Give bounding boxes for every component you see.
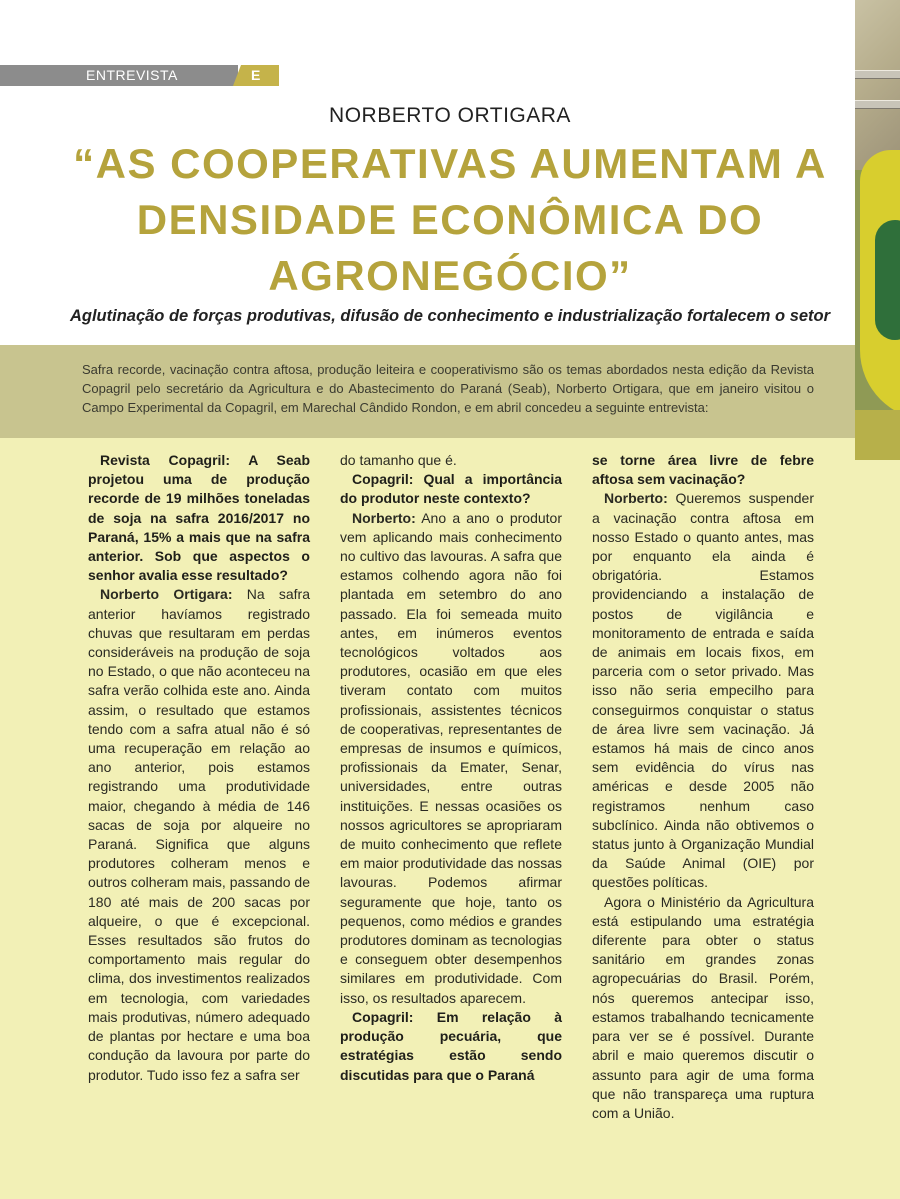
question-1: Revista Copagril: A Seab projetou uma de produção recorde de 19 milhões toneladas de soja na safra 2016/2017 no Paraná, 15% a mais que na safra anterior. Sob que aspectos o senhor avalia esse resultado? xyxy=(88,452,310,584)
answer-speaker: Norberto Ortigara: xyxy=(100,586,233,603)
column-2 xyxy=(340,451,562,1085)
photo-green-shape xyxy=(875,220,900,340)
answer-continuation: do tamanho que é. xyxy=(340,452,457,468)
answer-3 xyxy=(592,489,814,892)
answer-3-paragraph-2: Agora o Ministério da Agricultura está estipulando uma estratégia diferente para obter o status sanitário em grandes zonas agropecuárias do Brasil. Porém, nós queremos antecipar isso, estamos trabalhando tecnicamente para ver se é possível. Durante abril e maio queremos discutir o assunto para agir de uma forma que não transpareça uma ruptura com a União. xyxy=(592,893,814,1121)
answer-2 xyxy=(340,509,562,1008)
column-1 xyxy=(88,451,310,1085)
section-letter: E xyxy=(251,67,261,83)
intro-text: Safra recorde, vacinação contra aftosa, produção leiteira e cooperativismo são os temas abordados nesta edição da Revista Copagril pelo secretário da Agricultura e do Abastecimento do Paraná (Seab), Norberto Ortigara, que em janeiro visitou o Campo Experimental da Copagril, em Marechal Cândido Rondon, e em abril concedeu a seguinte entrevista: xyxy=(82,362,814,415)
interviewee-name: NORBERTO ORTIGARA xyxy=(329,104,571,127)
answer-speaker: Norberto: xyxy=(604,490,668,507)
answer-text: Ano a ano o produtor vem aplicando mais conhecimento no cultivo das lavouras. A safra que estamos colhendo agora não foi plantada em setembro do ano passado. Ela foi semeada muito antes, em inúmeros eventos tecnológicos voltados aos produtores, ocasião em que eles tiveram contato com muitos profissionais, assistentes técnicos de cooperativas, representantes de empresas de insumos e químicos, profissionais da Emater, Senar, universidades, entre outras instituições. E nessas ocasiões os nossos agricultores se apropriaram de muito conhecimento que reflete em maior produtividade das nossas lavouras. Podemos afirmar seguramente que hoje, tanto os pequenos, como médios e grandes produtores dominam as tecnologias e conseguem obter desempenhos similares em produtividade. Com isso, os resultados aparecem. xyxy=(340,509,562,1006)
side-photo xyxy=(855,0,900,460)
answer-speaker: Norberto: xyxy=(352,509,416,526)
subheadline: Aglutinação de forças produtivas, difusão de conhecimento e industrialização fortalecem o setor xyxy=(69,307,831,325)
headline: “AS COOPERATIVAS AUMENTAM A DENSIDADE ECONÔMICA DO AGRONEGÓCIO” xyxy=(73,140,827,299)
question-3: Copagril: Em relação à produção pecuária, que estratégias estão sendo discutidas para que o Paraná xyxy=(340,1008,562,1083)
section-label: ENTREVISTA xyxy=(86,67,178,83)
answer-text: Na safra anterior havíamos registrado chuvas que resultaram em perdas consideráveis na produção de soja no Estado, o que não aconteceu na safra verão colhida este ano. Ainda assim, o resultado que estamos tendo com a safra atual não é só uma recuperação em relação ao ano anterior, pois estamos registrando uma produtividade maior, chegando à média de 146 sacas de soja por alqueire no Paraná. Significa que alguns produtores colheram menos e outros colheram mais, passando de 180 até mais de 200 sacas por alqueire, o que é excepcional. Esses resultados são frutos do comportamento mais regular do clima, dos investimentos realizados em tecnologia, com variedades mais produtivas, número adequado de plantas por hectare e uma boa condução da lavoura por parte do produtor. Tudo isso fez a safra ser xyxy=(88,586,310,1083)
question-3-continuation: se torne área livre de febre aftosa sem vacinação? xyxy=(592,452,814,488)
answer-1 xyxy=(88,585,310,1084)
column-3 xyxy=(592,451,814,1123)
photo-sky xyxy=(855,0,900,170)
answer-text: Queremos suspender a vacinação contra aftosa em nosso Estado o quanto antes, mas por enquanto ela ainda é obrigatória. Estamos providenciando a instalação de postos de vigilância e monitoramento de entrada e saída de animais em locais fixos, em parceria com o setor privado. Mas isso não seria empecilho para conseguirmos conquistar o status de área livre sem vacinação. Já estamos há mais de cinco anos sem evidência do vírus nas américas e desde 2005 não registramos nenhum caso subclínico. Ainda não obtivemos o status junto à Organização Mundial da Saúde Animal (OIE) por questões políticas. xyxy=(592,490,814,891)
photo-metal-bar xyxy=(855,70,900,79)
photo-ground xyxy=(855,410,900,460)
question-2: Copagril: Qual a importância do produtor neste contexto? xyxy=(340,471,562,507)
